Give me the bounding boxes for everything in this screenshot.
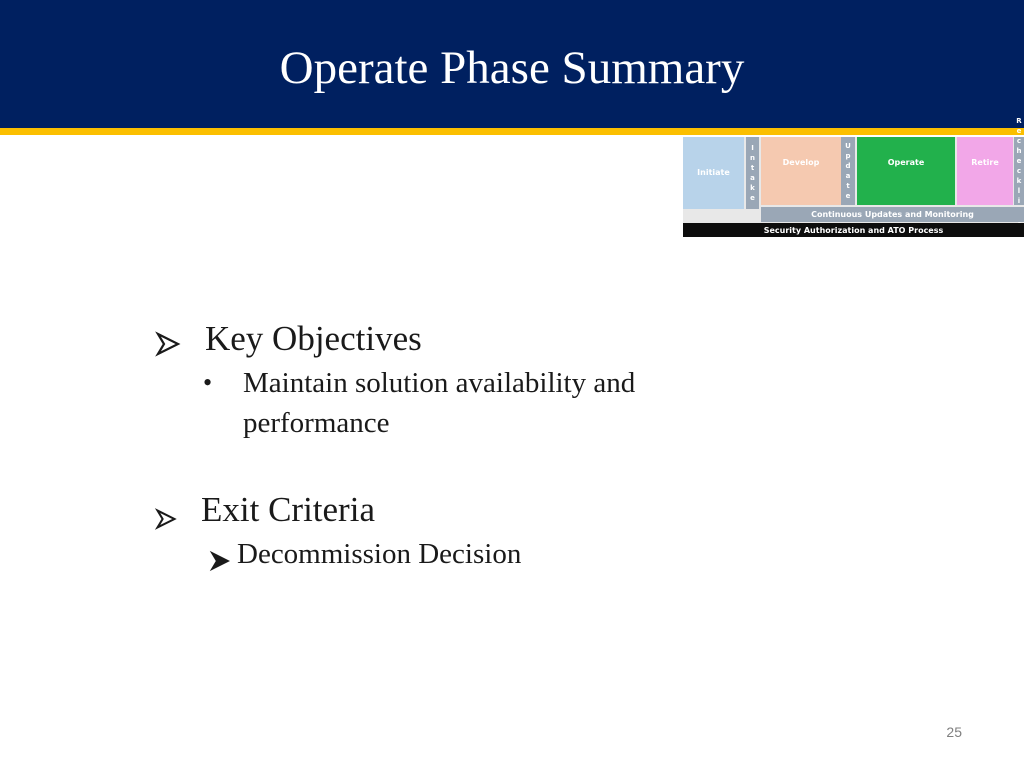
- phase-intake: [746, 137, 759, 209]
- arrow-bullet-icon: [209, 543, 231, 583]
- recheck-letter: R: [1016, 117, 1022, 125]
- arrow-bullet-icon: [155, 499, 177, 539]
- intake-letter: k: [750, 184, 755, 192]
- recheck-letter: e: [1016, 157, 1022, 165]
- phase-recheck: [1014, 117, 1024, 205]
- update-letter: d: [845, 162, 851, 170]
- update-letter: p: [845, 152, 851, 160]
- continuous-updates-bar: [761, 207, 1024, 222]
- exit-criteria-item-label: Decommission Decision: [237, 538, 522, 570]
- recheck-letter: c: [1016, 137, 1022, 145]
- phase-retire-label: Retire: [971, 157, 999, 167]
- recheck-letter: i: [1017, 197, 1021, 205]
- arrow-bullet-icon: [155, 326, 181, 366]
- phase-retire: [957, 137, 1013, 205]
- slide-title: Operate Phase Summary: [279, 42, 745, 94]
- recheck-letter: h: [1016, 147, 1022, 155]
- intake-letter: I: [751, 144, 754, 152]
- objective-text: Maintain solution availability and performance: [243, 367, 636, 439]
- recheck-letter: k: [1016, 177, 1022, 185]
- recheck-letter: c: [1016, 167, 1022, 175]
- update-letter: e: [845, 192, 851, 200]
- phase-develop-label: Develop: [782, 157, 820, 167]
- recheck-letter: l: [1017, 187, 1021, 195]
- phase-operate: [857, 137, 955, 205]
- intake-letter: e: [750, 194, 755, 202]
- page-number: 25: [946, 724, 962, 740]
- bullet-dot-icon: •: [203, 368, 213, 397]
- intake-letter: a: [750, 174, 755, 182]
- key-objectives-label: Key Objectives: [205, 319, 422, 358]
- header-accent-stripe: [0, 128, 1024, 135]
- security-authorization-label: Security Authorization and ATO Process: [763, 225, 944, 235]
- update-letter: a: [845, 172, 851, 180]
- phase-operate-label: Operate: [887, 157, 925, 167]
- lifecycle-diagram: [683, 117, 1024, 237]
- security-authorization-bar: [683, 223, 1024, 237]
- continuous-updates-label: Continuous Updates and Monitoring: [811, 210, 974, 219]
- exit-criteria-label: Exit Criteria: [201, 490, 375, 529]
- phase-update: [841, 137, 855, 205]
- update-letter: t: [846, 182, 850, 190]
- phase-develop: [761, 137, 841, 205]
- intake-letter: t: [750, 164, 755, 172]
- recheck-letter: e: [1016, 127, 1022, 135]
- update-letter: U: [845, 142, 851, 150]
- phase-initiate-label: Initiate: [697, 167, 730, 177]
- phase-initiate: [683, 137, 744, 209]
- intake-letter: n: [750, 154, 755, 162]
